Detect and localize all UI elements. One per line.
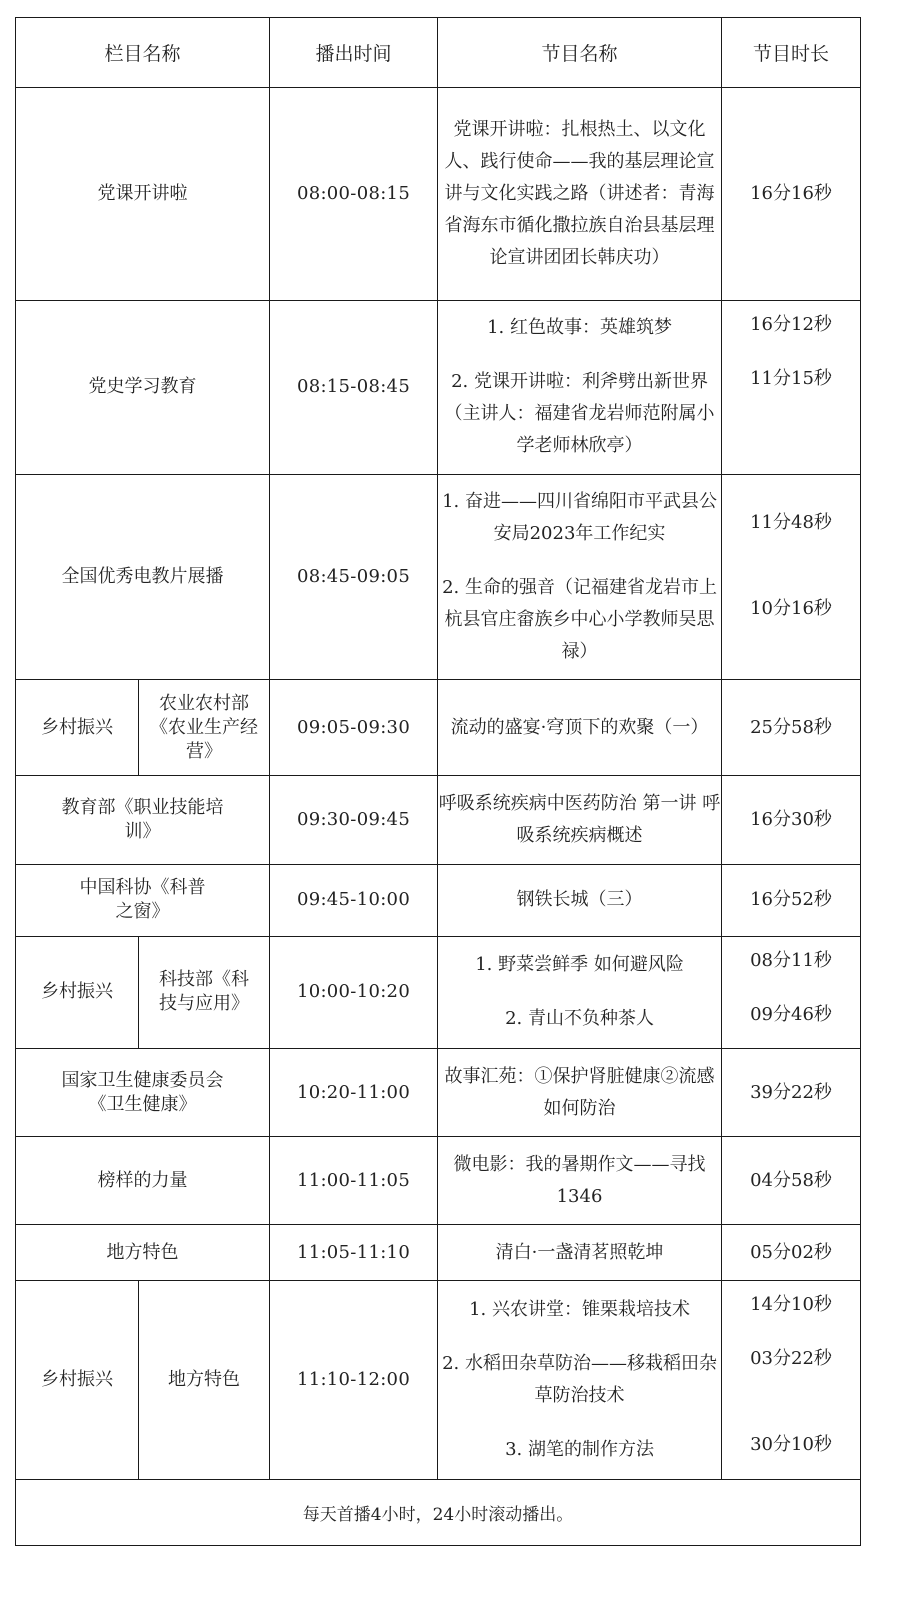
column-name-cell <box>16 776 270 864</box>
table-row <box>16 864 861 936</box>
program-title: 1. 野菜尝鲜季 如何避风险 <box>475 954 684 976</box>
program-title: 1. 奋进——四川省绵阳市平武县公安局2023年工作纪实 <box>442 491 717 545</box>
column-name: 中国科协《科普之窗》 <box>79 877 206 923</box>
table-row <box>16 1048 861 1136</box>
duration-cell <box>722 936 861 1048</box>
program-cell <box>438 864 722 936</box>
column-name-cell: 地方特色 <box>16 1225 270 1281</box>
duration-value: 16分30秒 <box>750 809 832 831</box>
table-row <box>16 300 861 474</box>
header-row <box>16 18 861 88</box>
duration-value: 03分22秒 <box>750 1348 832 1370</box>
table-row <box>16 474 861 679</box>
duration-value: 39分22秒 <box>750 1081 832 1103</box>
program-title: 2. 生命的强音（记福建省龙岩市上杭县官庄畲族乡中心小学教师吴思禄） <box>442 577 717 663</box>
duration-value: 16分16秒 <box>750 182 832 204</box>
duration-value: 10分16秒 <box>750 597 832 619</box>
duration-value: 08分11秒 <box>750 949 832 971</box>
column-name-cell: 党课开讲啦 <box>16 88 270 300</box>
air-time-cell: 10:20-11:00 <box>270 1048 438 1136</box>
duration-value: 04分58秒 <box>750 1169 832 1191</box>
air-time-cell: 10:00-10:20 <box>270 936 438 1048</box>
table-row <box>16 680 861 776</box>
footer-row <box>16 1479 861 1545</box>
table-row <box>16 88 861 300</box>
program-cell <box>438 1137 722 1225</box>
air-time-cell: 11:00-11:05 <box>270 1137 438 1225</box>
duration-value: 11分15秒 <box>750 367 832 389</box>
duration-value: 05分02秒 <box>750 1241 832 1263</box>
air-time-cell: 09:30-09:45 <box>270 776 438 864</box>
sub-column-name: 科技部《科技与应用》 <box>159 969 249 1015</box>
program-title: 2. 青山不负种茶人 <box>505 1008 654 1030</box>
program-title: 钢铁长城（三） <box>516 889 643 911</box>
duration-value: 16分52秒 <box>750 889 832 911</box>
program-title: 流动的盛宴·穹顶下的欢聚（一） <box>450 716 709 738</box>
duration-value: 14分10秒 <box>750 1294 832 1316</box>
duration-value: 25分58秒 <box>750 716 832 738</box>
program-title: 故事汇苑：①保护肾脏健康②流感如何防治 <box>444 1065 715 1119</box>
air-time-cell: 08:15-08:45 <box>270 300 438 474</box>
duration-cell <box>722 680 861 776</box>
column-name: 国家卫生健康委员会《卫生健康》 <box>61 1069 224 1115</box>
program-title: 1. 红色故事：英雄筑梦 <box>487 317 672 339</box>
program-cell <box>438 776 722 864</box>
air-time-cell: 09:45-10:00 <box>270 864 438 936</box>
program-title: 3. 湖笔的制作方法 <box>505 1439 654 1461</box>
program-title: 微电影：我的暑期作文——寻找1346 <box>453 1153 706 1207</box>
air-time-cell: 08:00-08:15 <box>270 88 438 300</box>
column-name-cell: 乡村振兴 <box>16 1281 139 1479</box>
air-time-cell: 08:45-09:05 <box>270 474 438 679</box>
duration-value: 09分46秒 <box>750 1003 832 1025</box>
column-name-cell <box>16 1048 270 1136</box>
column-name-cell: 全国优秀电教片展播 <box>16 474 270 679</box>
sub-column-cell <box>139 680 270 776</box>
air-time-cell: 09:05-09:30 <box>270 680 438 776</box>
duration-cell <box>722 1225 861 1281</box>
program-cell <box>438 1225 722 1281</box>
broadcast-schedule-table <box>15 17 861 1546</box>
column-name: 教育部《职业技能培训》 <box>61 797 224 843</box>
duration-cell <box>722 474 861 679</box>
sub-column-cell: 地方特色 <box>139 1281 270 1479</box>
column-name-cell: 乡村振兴 <box>16 936 139 1048</box>
header-column-name: 栏目名称 <box>16 18 270 88</box>
duration-cell <box>722 1137 861 1225</box>
table-row <box>16 1137 861 1225</box>
column-name-cell: 乡村振兴 <box>16 680 139 776</box>
program-cell <box>438 474 722 679</box>
program-title: 1. 兴农讲堂：锥栗栽培技术 <box>469 1299 690 1321</box>
column-name-cell: 榜样的力量 <box>16 1137 270 1225</box>
sub-column-name: 农业农村部《农业生产经营》 <box>150 692 258 762</box>
program-title: 2. 党课开讲啦：利斧劈出新世界（主讲人：福建省龙岩师范附属小学老师林欣亭） <box>444 371 715 457</box>
program-title: 清白·一盏清茗照乾坤 <box>495 1241 664 1263</box>
air-time-cell: 11:05-11:10 <box>270 1225 438 1281</box>
header-program-name: 节目名称 <box>438 18 722 88</box>
duration-cell <box>722 776 861 864</box>
duration-cell <box>722 1048 861 1136</box>
program-title: 呼吸系统疾病中医药防治 第一讲 呼吸系统疾病概述 <box>438 793 721 847</box>
program-cell <box>438 680 722 776</box>
duration-value: 16分12秒 <box>750 313 832 335</box>
footer-note: 每天首播4小时，24小时滚动播出。 <box>16 1479 861 1545</box>
column-name-cell: 党史学习教育 <box>16 300 270 474</box>
table-row <box>16 1225 861 1281</box>
program-cell <box>438 88 722 300</box>
duration-cell <box>722 88 861 300</box>
header-air-time: 播出时间 <box>270 18 438 88</box>
duration-value: 11分48秒 <box>750 511 832 533</box>
duration-cell <box>722 300 861 474</box>
program-title: 党课开讲啦：扎根热土、以文化人、践行使命——我的基层理论宣讲与文化实践之路（讲述者：青海省海东市循化撒拉族自治县基层理论宣讲团团长韩庆功） <box>444 118 715 268</box>
sub-column-cell <box>139 936 270 1048</box>
table-row <box>16 936 861 1048</box>
table-row <box>16 776 861 864</box>
program-cell <box>438 1048 722 1136</box>
program-cell <box>438 300 722 474</box>
duration-cell <box>722 1281 861 1479</box>
air-time-cell: 11:10-12:00 <box>270 1281 438 1479</box>
program-cell <box>438 1281 722 1479</box>
table-row <box>16 1281 861 1479</box>
duration-cell <box>722 864 861 936</box>
header-duration: 节目时长 <box>722 18 861 88</box>
program-title: 2. 水稻田杂草防治——移栽稻田杂草防治技术 <box>442 1353 717 1407</box>
program-cell <box>438 936 722 1048</box>
column-name-cell <box>16 864 270 936</box>
duration-value: 30分10秒 <box>750 1434 832 1456</box>
